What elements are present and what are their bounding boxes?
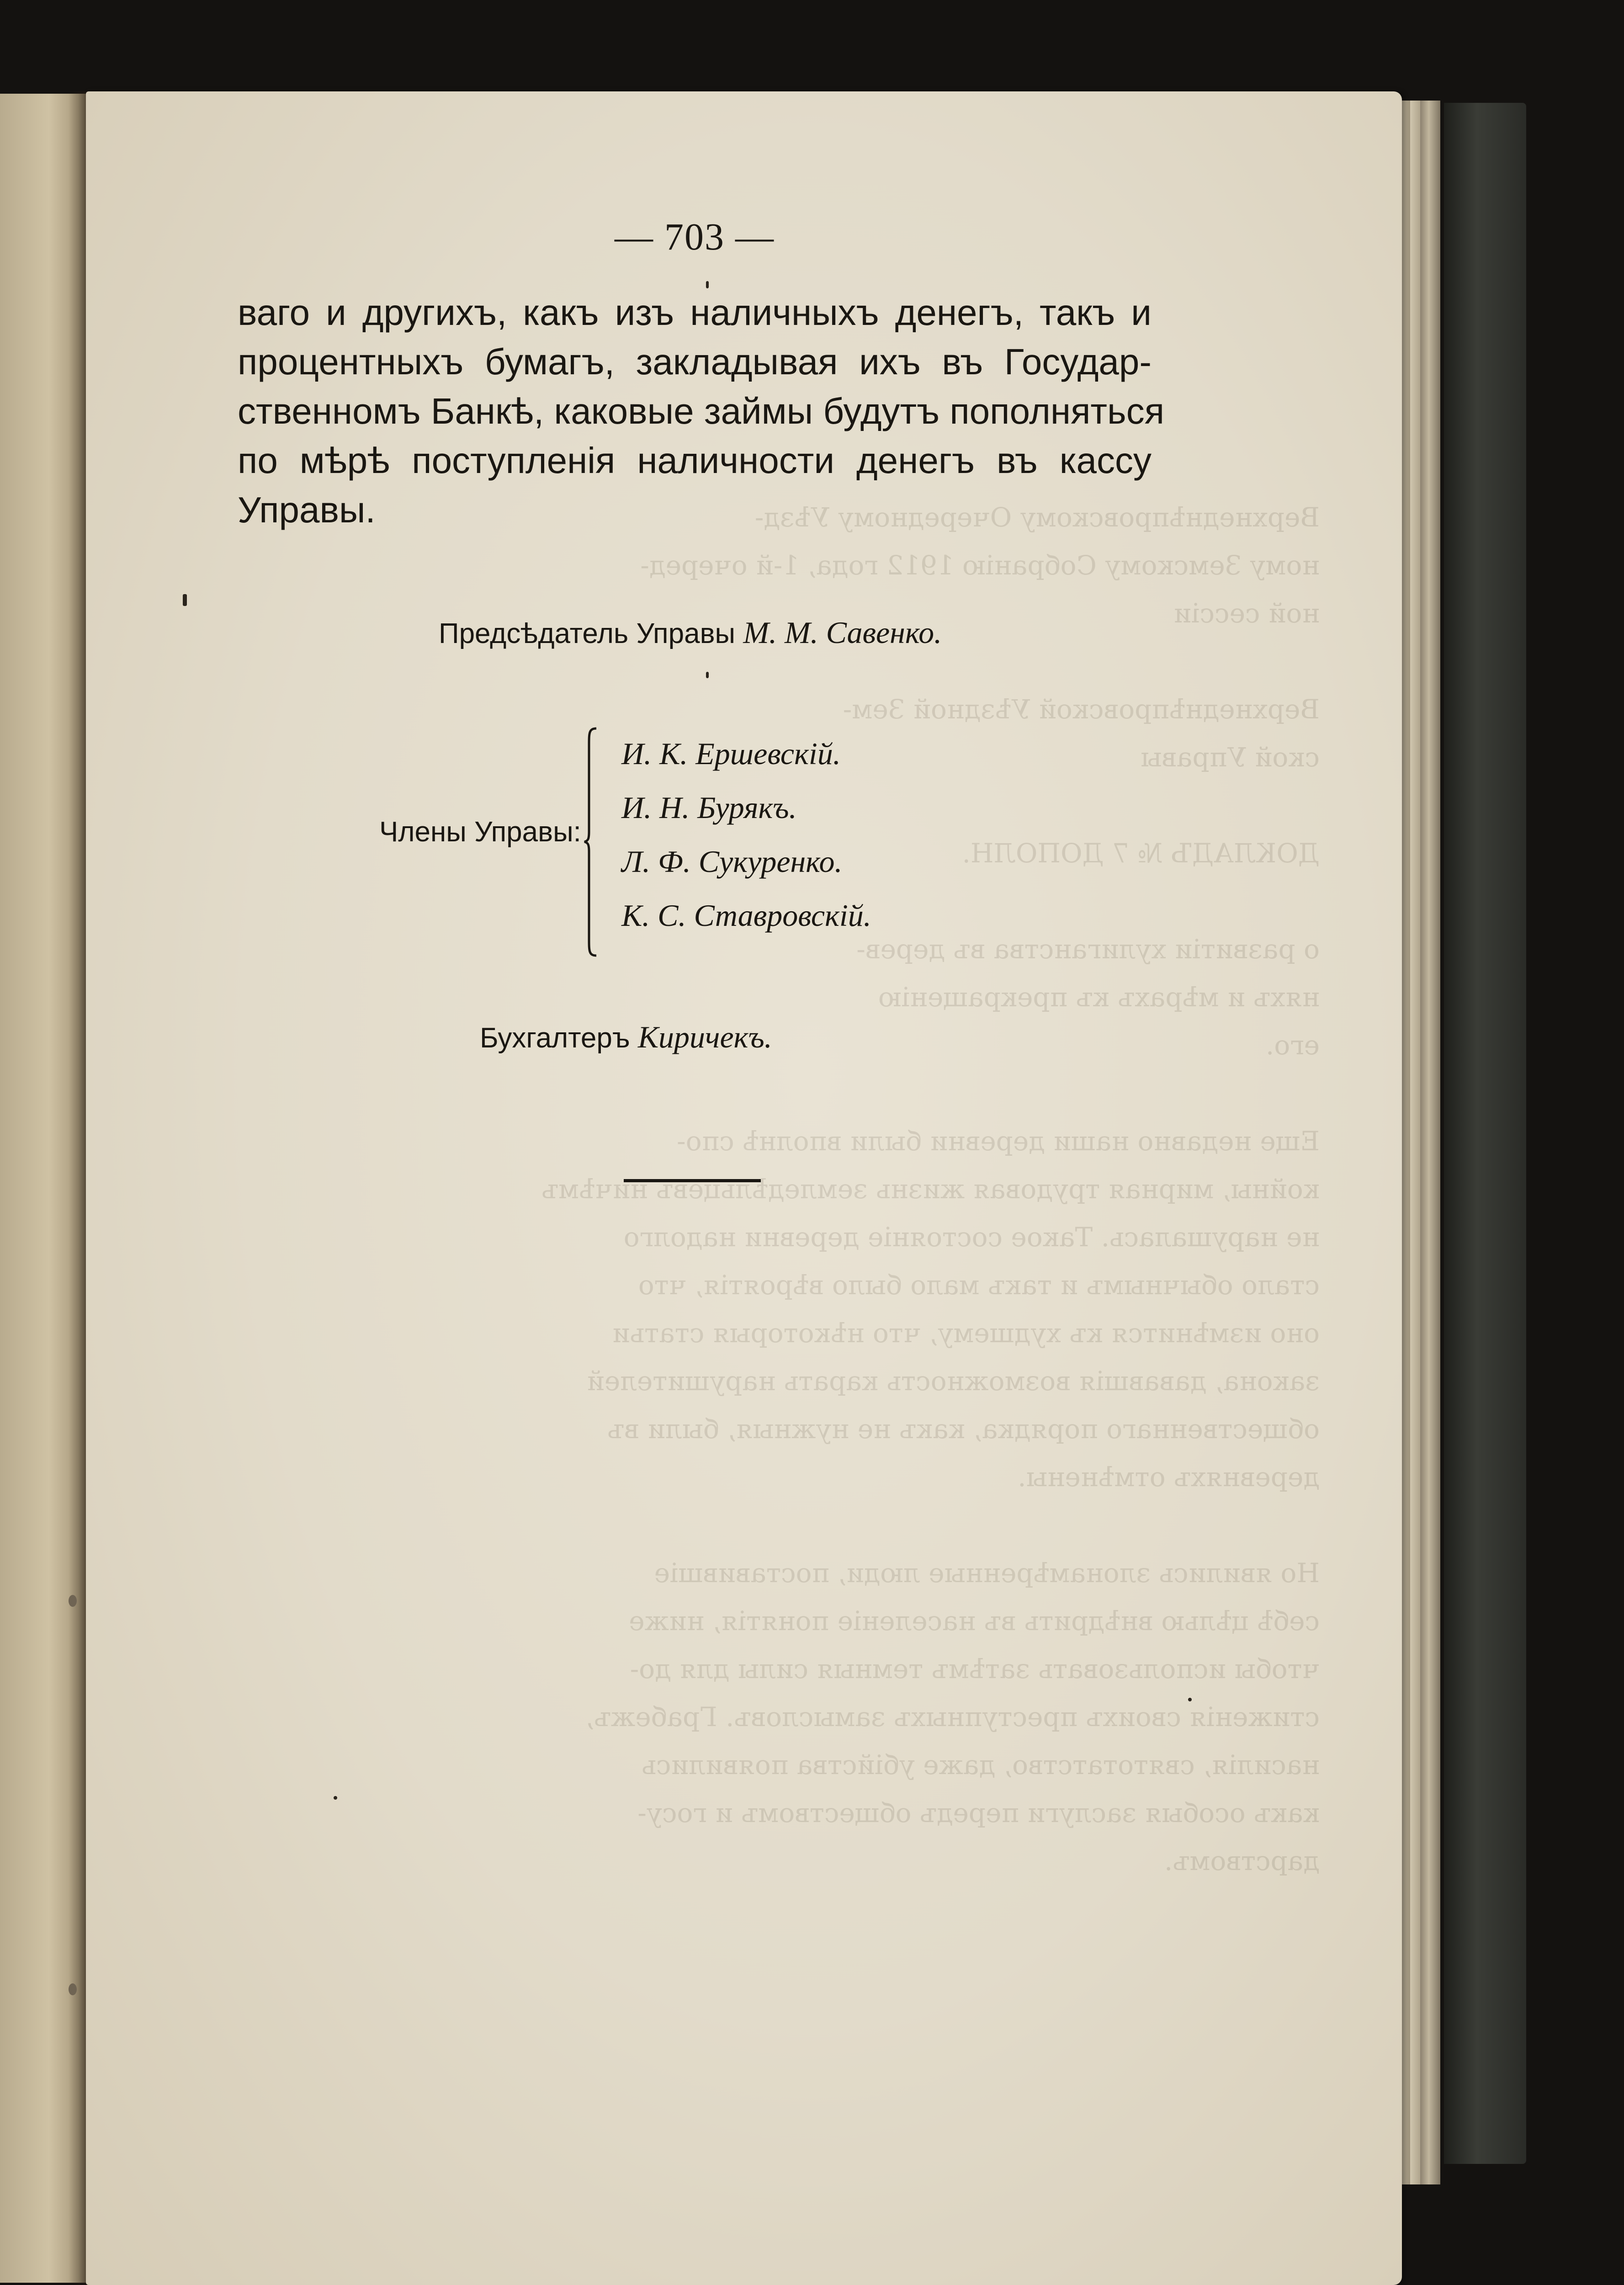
body-line: Управы. <box>238 489 376 530</box>
member-name: К. С. Ставровскій. <box>621 898 871 933</box>
page-number: — 703 — <box>615 216 775 258</box>
body-line: ваго и другихъ, какъ изъ наличныхъ денегъ, такъ и <box>238 292 1152 333</box>
ink-speck <box>1188 1698 1192 1701</box>
accountant-signature <box>480 1019 772 1055</box>
body-line: по мѣрѣ поступленія наличности денегъ въ кассу <box>238 440 1152 481</box>
accountant-name: Киричекъ. <box>637 1020 772 1054</box>
reverse-side-bleed-through: Верхнеднѣпровскому Очередному Уѣзд- ному Земскому Собранію 1912 года, 1-й очеред- ной сессіи Верхнеднѣпровской Уѣздной Зем- ской Управы ДОКЛАДЪ № 7 ДОПОЛН. о развитіи хулиганства въ дерев- няхъ и мѣрахъ къ прекращенію его. Еще недавно наши деревни были вполнѣ спо- койны, мирная трудовая жизнь земледѣльцевъ ничѣмъ не нарушалась. Такое состояніе деревни надолго стало обычнымъ и такъ мало было вѣроятія, что оно измѣнится къ худшему, что нѣкоторыя статьи закона, дававшія возможность карать нарушителей общественнаго порядка, какъ не нужныя, были въ деревняхъ отмѣнены. Но явились злонамѣренные люди, поставившіе себѣ цѣлью внѣдрить въ населеніе понятія, ниже чтобы использовать затѣмъ темныя силы для до- стиженія своихъ преступныхъ замысловъ. Грабежъ, насилія, святотатство, даже убійства появились какъ особыя заслуги передъ обществомъ и госу- дарствомъ. <box>541 502 1320 1876</box>
accountant-label: Бухгалтеръ <box>480 1022 630 1054</box>
member-name: И. Н. Бурякъ. <box>621 790 797 825</box>
ink-speck <box>183 594 187 606</box>
members-label: Члены Управы: <box>379 816 581 848</box>
chairman-name: М. М. Савенко. <box>743 615 942 650</box>
chairman-signature <box>439 615 942 651</box>
members-brace <box>583 727 601 957</box>
ink-speck <box>69 1983 77 1995</box>
ink-speck <box>706 672 709 678</box>
body-line: ственномъ Банкѣ, каковые займы будутъ пополняться <box>238 391 1165 431</box>
body-paragraph <box>238 288 1165 535</box>
ink-speck <box>334 1796 337 1800</box>
body-line: процентныхъ бумагъ, закладывая ихъ въ Государ- <box>238 341 1152 382</box>
chairman-label: Предсѣдатель Управы <box>439 618 736 649</box>
member-name: И. К. Ершевскій. <box>621 736 841 771</box>
ink-speck <box>69 1595 77 1607</box>
section-divider <box>624 1179 761 1182</box>
member-name: Л. Ф. Сукуренко. <box>621 844 843 879</box>
ink-speck <box>706 281 709 288</box>
